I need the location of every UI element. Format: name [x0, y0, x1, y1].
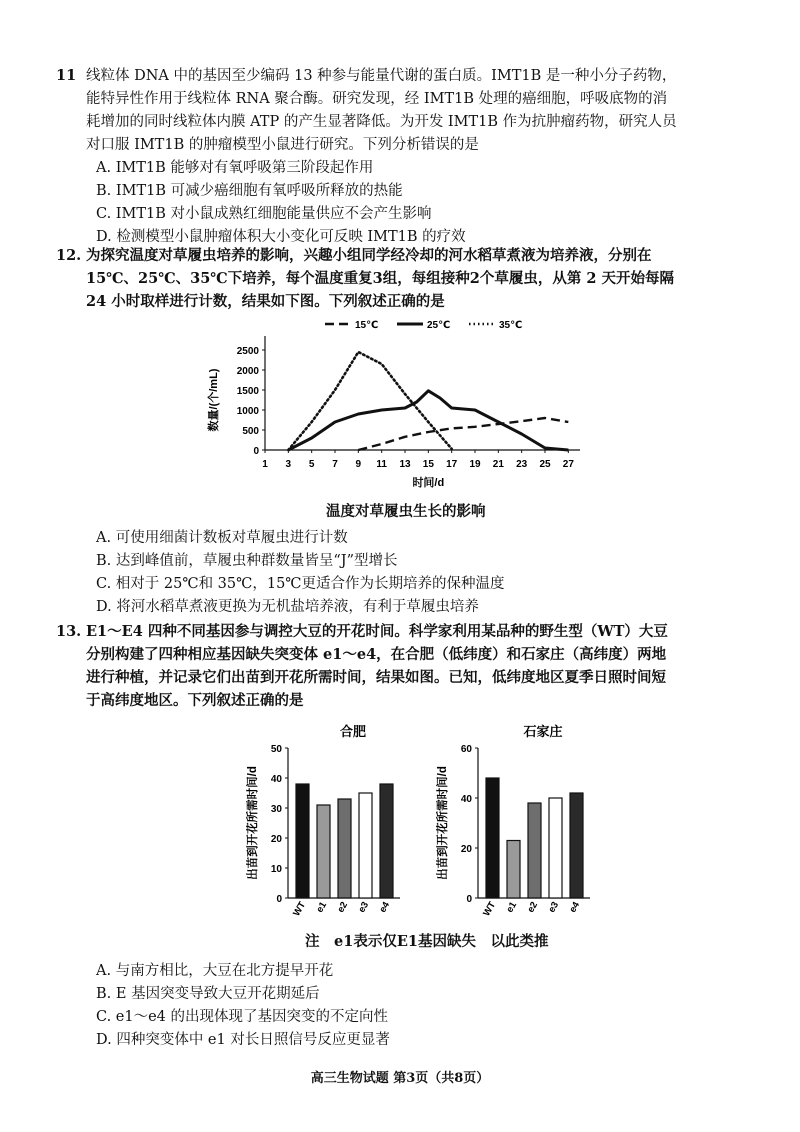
question-text-line: 24 小时取样进行计数，结果如下图。下列叙述正确的是 [86, 293, 445, 310]
y-tick-label: 1000 [236, 406, 259, 417]
option-d: D. 四种突变体中 e1 对长日照信号反应更显著 [96, 1032, 390, 1048]
option-b: B. 达到峰值前，草履虫种群数量皆呈“J”型增长 [96, 553, 398, 569]
bar-e2 [338, 799, 351, 898]
question-12 [56, 244, 756, 313]
y-tick-label: 60 [460, 744, 472, 755]
y-tick-label: 10 [270, 864, 282, 875]
option-c: C. IMT1B 对小鼠成熟红细胞能量供应不会产生影响 [96, 206, 432, 222]
question-13-options [56, 960, 756, 1052]
x-tick-label: 7 [332, 459, 338, 470]
y-tick-label: 40 [270, 774, 282, 785]
bar-e1 [507, 841, 520, 899]
question-11 [56, 64, 756, 249]
question-text-line: 进行种植，并记录它们出苗到开花所需时间，结果如图。已知，低纬度地区夏季日照时间短 [86, 669, 666, 686]
question-text-line: 能特异性作用于线粒体 RNA 聚合酶。研究发现，经 IMT1B 处理的癌细胞，呼吸底物的消 [86, 91, 668, 107]
page-footer: 高三生物试题 第3页（共8页） [310, 1071, 490, 1086]
chart-title: 合肥 [339, 724, 367, 739]
question-text-line: 15℃、25℃、35℃下培养，每个温度重复3组，每组接种2个草履虫，从第 2 天开始每隔 [86, 270, 675, 287]
x-tick-label: 21 [492, 459, 504, 470]
x-tick-label: e3 [356, 900, 372, 915]
y-tick-label: 2500 [236, 346, 259, 357]
x-tick-label: 27 [562, 459, 574, 470]
option-a: A. IMT1B 能够对有氧呼吸第三阶段起作用 [96, 160, 374, 176]
x-tick-label: 25 [539, 459, 551, 470]
x-tick-label: e1 [504, 900, 520, 915]
x-tick-label: 5 [308, 459, 315, 470]
question-text-line: 线粒体 DNA 中的基因至少编码 13 种参与能量代谢的蛋白质。IMT1B 是一种小分子药物， [86, 68, 677, 84]
x-axis-label: 时间/d [412, 477, 445, 489]
x-tick-label: WT [291, 900, 309, 919]
option-d: D. 检测模型小鼠肿瘤体积大小变化可反映 IMT1B 的疗效 [96, 229, 466, 245]
x-tick-label: e1 [314, 900, 330, 915]
question-13 [56, 620, 756, 712]
y-tick-label: 30 [270, 804, 282, 815]
y-tick-label: 20 [460, 844, 472, 855]
y-tick-label: 0 [253, 446, 259, 457]
x-tick-label: 11 [376, 459, 387, 470]
y-tick-label: 0 [276, 894, 282, 905]
bar-e3 [549, 798, 562, 898]
question-number: 11 [56, 67, 77, 84]
shijiazhuang-bar-chart [430, 720, 610, 930]
x-tick-label: e2 [335, 900, 351, 915]
x-tick-label: WT [481, 900, 499, 919]
question-text-line: 耗增加的同时线粒体内膜 ATP 的产生显著降低。为开发 IMT1B 作为抗肿瘤药物，研究人员 [86, 114, 677, 130]
x-tick-label: 13 [399, 459, 411, 470]
y-tick-label: 50 [270, 744, 282, 755]
option-b: B. E 基因突变导致大豆开花期延后 [96, 986, 320, 1002]
option-a: A. 与南方相比，大豆在北方提早开花 [96, 963, 334, 979]
x-tick-label: 1 [262, 459, 268, 470]
y-tick-label: 1500 [236, 386, 259, 397]
question-text-line: 为探究温度对草履虫培养的影响，兴趣小组同学经冷却的河水稻草煮液为培养液，分别在 [86, 247, 652, 264]
chart-caption: 温度对草履虫生长的影响 [326, 503, 486, 520]
option-d: D. 将河水稻草煮液更换为无机盐培养液，有利于草履虫培养 [96, 599, 479, 615]
bar-WT [296, 784, 309, 898]
option-b: B. IMT1B 可减少癌细胞有氧呼吸所释放的热能 [96, 183, 403, 199]
y-tick-label: 500 [242, 426, 259, 437]
chart-note: 注 e1表示仅E1基因缺失 以此类推 [305, 933, 549, 950]
question-number: 13. [56, 623, 82, 640]
series-line-15℃ [358, 418, 568, 450]
bar-e4 [570, 793, 583, 898]
legend-label: 15℃ [355, 320, 379, 331]
y-tick-label: 2000 [236, 366, 259, 377]
series-line-35℃ [288, 352, 451, 450]
x-tick-label: 15 [422, 459, 434, 470]
bar-e4 [380, 784, 393, 898]
x-tick-label: e3 [546, 900, 562, 915]
question-text-line: E1～E4 四种不同基因参与调控大豆的开花时间。科学家利用某品种的野生型（WT）大豆 [86, 623, 668, 640]
hefei-bar-chart [240, 720, 420, 930]
bar-e3 [359, 793, 372, 898]
option-c: C. e1～e4 的出现体现了基因突变的不定向性 [96, 1009, 389, 1025]
question-text-line: 对口服 IMT1B 的肿瘤模型小鼠进行研究。下列分析错误的是 [86, 137, 479, 153]
bar-WT [486, 778, 499, 898]
question-number: 12. [56, 247, 82, 264]
bar-e1 [317, 805, 330, 898]
y-axis-label: 出苗到开花所需时间/d [437, 766, 449, 880]
x-tick-label: 3 [285, 459, 292, 470]
y-tick-label: 40 [460, 794, 472, 805]
y-axis-label: 数量/(个/mL) [208, 368, 220, 432]
x-tick-label: e4 [377, 900, 393, 915]
x-tick-label: e4 [567, 900, 583, 915]
y-tick-label: 0 [466, 894, 472, 905]
y-tick-label: 20 [270, 834, 282, 845]
option-c: C. 相对于 25℃和 35℃，15℃更适合作为长期培养的保种温度 [96, 576, 505, 592]
x-tick-label: 23 [516, 459, 528, 470]
bar-e2 [528, 803, 541, 898]
population-line-chart [190, 312, 590, 492]
question-12-options [56, 527, 756, 619]
question-text-line: 于高纬度地区。下列叙述正确的是 [86, 692, 304, 709]
x-tick-label: e2 [525, 900, 541, 915]
x-tick-label: 19 [469, 459, 481, 470]
legend-label: 35℃ [499, 320, 523, 331]
question-text-line: 分别构建了四种相应基因缺失突变体 e1～e4，在合肥（低纬度）和石家庄（高纬度）两地 [86, 646, 667, 663]
legend-label: 25℃ [427, 320, 451, 331]
option-a: A. 可使用细菌计数板对草履虫进行计数 [96, 530, 348, 546]
x-tick-label: 17 [446, 459, 458, 470]
x-tick-label: 9 [355, 459, 362, 470]
y-axis-label: 出苗到开花所需时间/d [247, 766, 259, 880]
chart-title: 石家庄 [523, 724, 563, 739]
